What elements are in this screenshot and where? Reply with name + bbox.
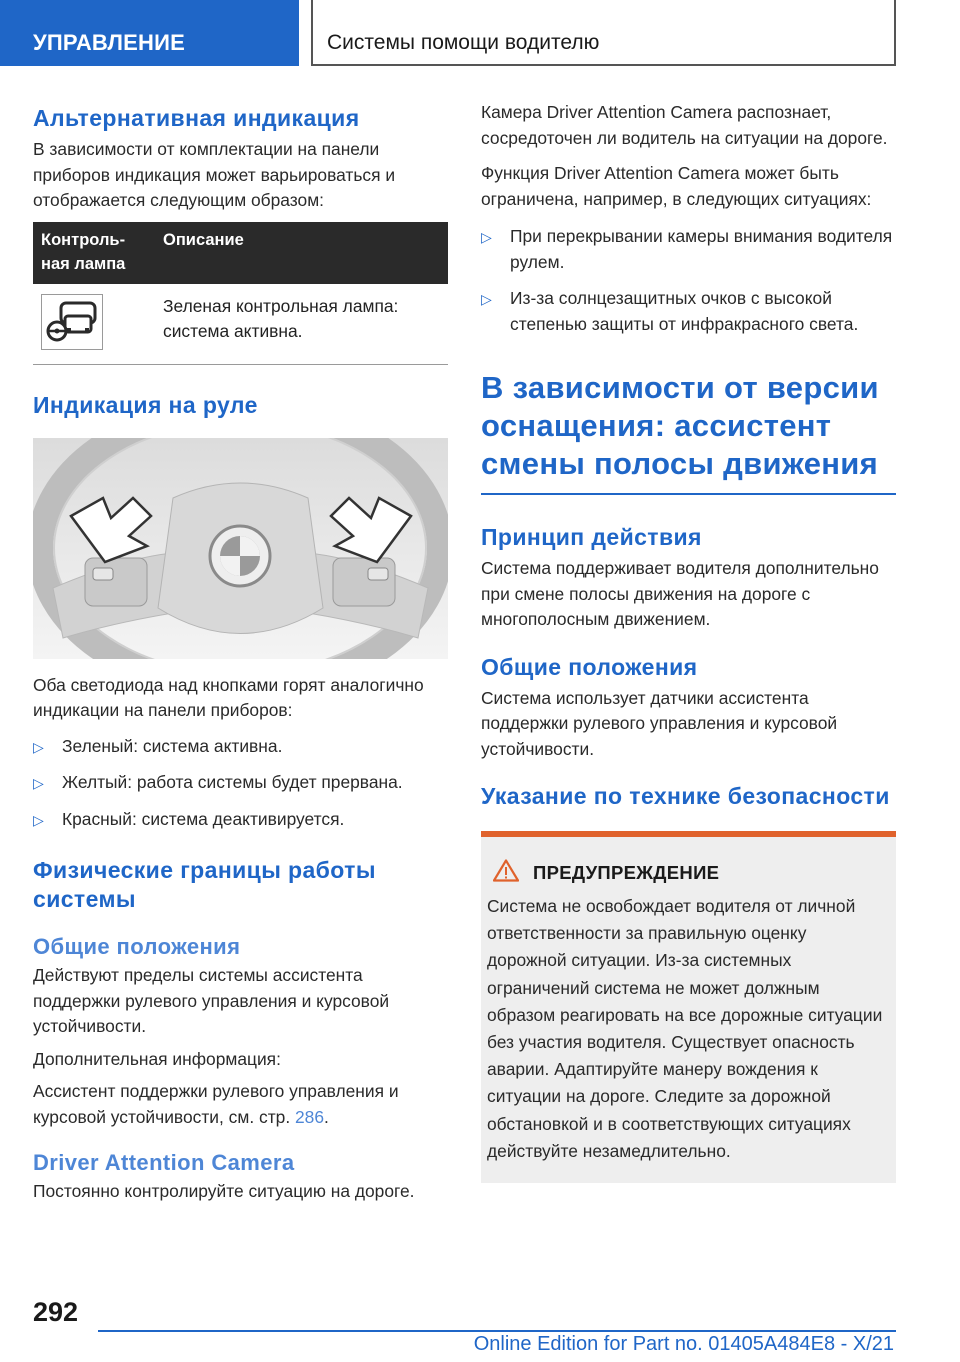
lane-change-heading: В зависимости от версии оснащения: ассистент смены полосы движения [481, 370, 879, 481]
limits-heading: Физические границы работы системы [33, 857, 376, 912]
table-row [33, 284, 448, 365]
principle-heading: Принцип действия [481, 524, 702, 550]
camera-heading: Driver Attention Camera [33, 1150, 295, 1175]
safety-heading: Указание по технике безопасности [481, 783, 890, 809]
camera-limited-text: Функция Driver Attention Camera может быть ограничена, например, в следующих ситуациях: [481, 163, 872, 209]
left-column [33, 104, 448, 1212]
lamp-table [33, 222, 448, 365]
wheel-heading: Индикация на руле [33, 391, 258, 418]
assistant-reference: Ассистент поддержки рулевого управления и курсовой устойчивости, см. стр. 286. [33, 1081, 399, 1127]
camera-bullets [481, 224, 896, 337]
table-header-lamp: Контроль-ная лампа [33, 222, 155, 284]
warning-box [481, 831, 896, 1183]
page-number: 292 [33, 1297, 79, 1327]
principle-text: Система поддерживает водителя дополнительно при смене полосы движения на дороге с многополосным движением. [481, 558, 879, 629]
list-item: ▷ Желтый: работа системы будет прервана. [33, 772, 403, 792]
steering-wheel-image [33, 438, 448, 659]
general-text-right: Система использует датчики ассистента поддержки рулевого управления и курсовой устойчивости. [481, 687, 838, 759]
table-cell-description: Зеленая контрольная лампа: система активна. [155, 284, 448, 365]
warning-triangle-icon [493, 859, 519, 887]
general-heading-right: Общие положения [481, 653, 698, 680]
list-item: ▷ Из-за солнцезащитных очков с высокой степенью защиты от инфракрасного света. [481, 288, 859, 334]
driver-attention-lamp-icon [41, 294, 103, 350]
alt-display-text: В зависимости от комплектации на панели приборов индикация может варьироваться и отображается следующим образом: [33, 139, 396, 210]
warning-title: ПРЕДУПРЕЖДЕНИЕ [533, 862, 720, 883]
camera-recognition-text: Камера Driver Attention Camera распознает, сосредоточен ли водитель на ситуации на дороге. [481, 102, 888, 148]
edition-text: Online Edition for Part no. 01405A484E8 - X/21 [473, 1333, 894, 1355]
section-tab: УПРАВЛЕНИЕ [0, 0, 299, 66]
heading-rule [481, 493, 896, 495]
wheel-bullets [33, 734, 448, 833]
wheel-text: Оба светодиода над кнопками горят аналогично индикации на панели приборов: [33, 674, 424, 720]
more-info-label: Дополнительная информация: [33, 1048, 281, 1069]
page-link[interactable]: 286 [295, 1106, 325, 1127]
general-heading-left: Общие положения [33, 934, 241, 959]
chapter-title: Системы помощи водителю [311, 0, 896, 66]
list-item: ▷ Зеленый: система активна. [33, 735, 283, 756]
alt-display-heading: Альтернативная индикация [33, 105, 360, 131]
right-column [481, 100, 896, 1183]
list-item: ▷ При перекрывании камеры внимания водителя рулем. [481, 226, 893, 272]
general-text-left: Действуют пределы системы ассистента поддержки рулевого управления и курсовой устойчивости. [33, 965, 390, 1036]
warning-text: Система не освобождает водителя от личной ответственности за правильную оценку дорожной ситуации. Из-за системных ограничений система не может должным образом реагировать на все дорожные ситуации без участия водителя. Существует опасность аварии. Адаптируйте манеру вождения к ситуации на дороге. Следите за дорожной обстановкой и в соответствующих ситуациях действуйте незамедлительно. [487, 896, 883, 1161]
list-item: ▷ Красный: система деактивируется. [33, 808, 345, 829]
camera-text: Постоянно контролируйте ситуацию на дороге. [33, 1181, 415, 1201]
footer-rule [98, 1330, 896, 1332]
table-header-description: Описание [155, 222, 448, 284]
